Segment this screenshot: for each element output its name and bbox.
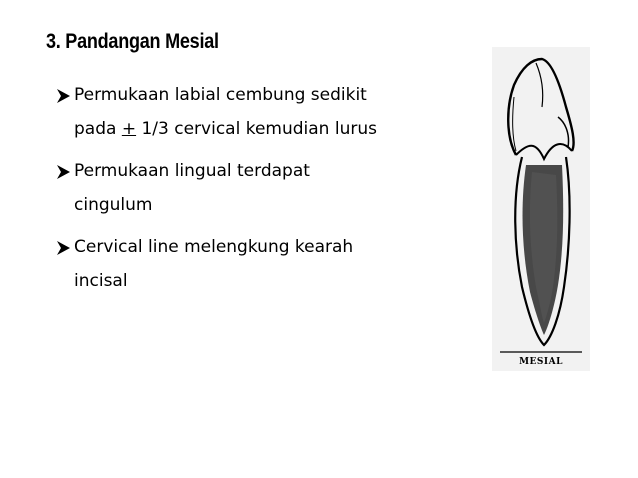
bullet-item xyxy=(56,78,476,146)
bullet-text-line: Cervical line melengkung kearah xyxy=(74,237,354,257)
bullet-text-fragment: 1/3 cervical kemudian lurus xyxy=(136,119,377,139)
bullet-item xyxy=(56,154,476,222)
bullet-text-line xyxy=(74,112,476,146)
arrow-bullet-icon xyxy=(56,164,72,180)
bullet-text-fragment: pada xyxy=(74,119,122,139)
bullet-text-line: cingulum xyxy=(74,195,153,215)
bullet-text-line: Permukaan lingual terdapat xyxy=(74,161,310,181)
bullet-list xyxy=(56,78,476,306)
tooth-mesial-view-drawing xyxy=(492,47,590,371)
arrow-bullet-icon xyxy=(56,88,72,104)
arrow-bullet-icon xyxy=(56,240,72,256)
plus-minus-symbol: + xyxy=(121,119,137,139)
bullet-text-line: Permukaan labial cembung sedikit xyxy=(74,85,367,105)
bullet-item xyxy=(56,230,476,298)
tooth-illustration xyxy=(492,47,590,371)
slide-title: 3. Pandangan Mesial xyxy=(46,30,219,53)
figure-caption: MESIAL xyxy=(519,357,563,367)
bullet-text-line: incisal xyxy=(74,271,128,291)
